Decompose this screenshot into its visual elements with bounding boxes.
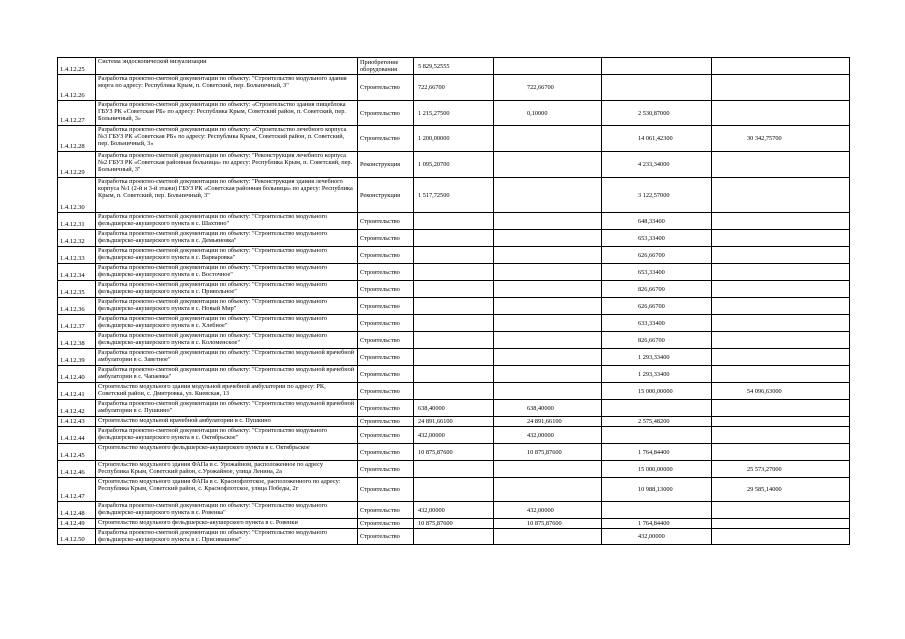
row-value-1 [414, 213, 494, 230]
row-value-3: 15 000,00000 [602, 383, 712, 400]
row-value-1 [414, 247, 494, 264]
row-description: Разработка проектно-сметной документации по объекту: "Реконструкция лечебного корпуса №2 ГБУЗ РК «Советская районная больница» по адресу: Республика Крым, п. Советский, пер. Больничный, 3" [96, 152, 358, 178]
row-description: Разработка проектно-сметной документации по объекту: "Строительство модульного фельдшерско-акушерского пункта в с. Демьяновка" [96, 230, 358, 247]
row-value-4 [712, 58, 850, 75]
row-value-4: 30 342,75700 [712, 126, 850, 152]
row-description: Система эндоскопической визуализации [96, 58, 358, 75]
row-value-3: 826,66700 [602, 281, 712, 298]
row-value-1 [414, 349, 494, 366]
row-value-1: 1 095,20700 [414, 152, 494, 178]
row-work-type: Строительство [358, 101, 414, 126]
table-row [58, 247, 850, 264]
row-description: Разработка проектно-сметной документации по объекту: «Строительство лечебного корпуса №3 ГБУЗ РК «Советская РБ» по адресу: Республика Крым, Советский район, п. Советский, пер. Больничный, 3» [96, 126, 358, 152]
row-value-1: 10 875,87600 [414, 519, 494, 529]
row-value-3 [602, 75, 712, 101]
row-value-4: 29 585,14000 [712, 478, 850, 502]
row-value-4: 54 096,63000 [712, 383, 850, 400]
row-number: 1.4.12.30 [58, 178, 96, 213]
row-value-4 [712, 400, 850, 417]
table-row [58, 519, 850, 529]
row-value-3: 2 530,87000 [602, 101, 712, 126]
row-value-2 [494, 349, 602, 366]
row-value-2 [494, 332, 602, 349]
table-row [58, 417, 850, 427]
row-value-3: 1 764,84400 [602, 444, 712, 461]
row-value-2 [494, 461, 602, 478]
row-number: 1.4.12.38 [58, 332, 96, 349]
row-value-4 [712, 349, 850, 366]
row-value-1 [414, 478, 494, 502]
table-row [58, 298, 850, 315]
row-value-2: 722,66700 [494, 75, 602, 101]
row-value-2 [494, 152, 602, 178]
row-value-1 [414, 332, 494, 349]
row-value-4 [712, 332, 850, 349]
row-value-3: 653,33400 [602, 264, 712, 281]
row-value-4 [712, 417, 850, 427]
row-value-3: 1 293,33400 [602, 349, 712, 366]
row-value-3: 2 575,48200 [602, 417, 712, 427]
row-description: Строительство модульного здания модульной врачебной амбулатории по адресу: РК, Советский район, с. Дмитровка, ул. Киевская, 13 [96, 383, 358, 400]
row-value-4 [712, 247, 850, 264]
row-value-3: 10 988,13000 [602, 478, 712, 502]
table-row [58, 152, 850, 178]
row-value-3: 626,66700 [602, 298, 712, 315]
row-value-1: 432,00000 [414, 502, 494, 519]
row-value-4 [712, 152, 850, 178]
row-value-3: 15 000,00000 [602, 461, 712, 478]
row-value-4 [712, 281, 850, 298]
row-value-1: 24 891,66100 [414, 417, 494, 427]
row-value-1 [414, 461, 494, 478]
row-value-3: 3 122,57000 [602, 178, 712, 213]
row-description: Разработка проектно-сметной документации по объекту: "Строительство модульного фельдшерско-акушерского пункта в с. Шахтино" [96, 213, 358, 230]
row-value-2: 638,40000 [494, 400, 602, 417]
row-value-3: 14 061,42300 [602, 126, 712, 152]
row-value-4 [712, 213, 850, 230]
table-row [58, 366, 850, 383]
row-description: Разработка проектно-сметной документации по объекту: "Строительство модульного фельдшерско-акушерского пункта в с. Кoлoмeнскoe" [96, 332, 358, 349]
row-value-4 [712, 75, 850, 101]
table-row [58, 315, 850, 332]
row-work-type: Строительство [358, 478, 414, 502]
row-value-2 [494, 281, 602, 298]
table-row [58, 383, 850, 400]
row-work-type: Строительство [358, 519, 414, 529]
row-work-type: Строительство [358, 400, 414, 417]
row-value-4 [712, 444, 850, 461]
row-value-3: 1 293,33400 [602, 366, 712, 383]
row-work-type: Строительство [358, 349, 414, 366]
row-value-1 [414, 281, 494, 298]
row-work-type: Строительство [358, 332, 414, 349]
row-description: Разработка проектно-сметной документации по объекту: "Строительство модульного фельдшерско-акушерского пункта в с. Новый Мир" [96, 298, 358, 315]
row-value-4 [712, 315, 850, 332]
table-row [58, 75, 850, 101]
row-work-type: Строительство [358, 529, 414, 545]
row-value-1 [414, 315, 494, 332]
row-value-1: 1 517,72500 [414, 178, 494, 213]
row-number: 1.4.12.25 [58, 58, 96, 75]
row-description: Строительство модульного здания ФАПа в с. Краснофлотское, расположенного по адресу: Республика Крым, Советский район, с. Краснофлотское, улица Победы, 2г [96, 478, 358, 502]
row-value-3: 4 233,34000 [602, 152, 712, 178]
row-number: 1.4.12.32 [58, 230, 96, 247]
row-value-2 [494, 213, 602, 230]
row-work-type: Приобретение оборудования [358, 58, 414, 75]
row-value-4 [712, 529, 850, 545]
row-value-1: 10 875,87600 [414, 444, 494, 461]
data-table [57, 57, 850, 545]
row-value-3: 432,00000 [602, 529, 712, 545]
row-description: Разработка проектно-сметной документации по объекту: "Строительство модульного фельдшерско-акушерского пункта в с. Варваровка" [96, 247, 358, 264]
row-description: Разработка проектно-сметной документации по объекту: "Строительство модульного фельдшерско-акушерского пункта в с. Присивашное" [96, 529, 358, 545]
row-value-2: 432,00000 [494, 427, 602, 444]
row-description: Строительство модульного фельдшерско-акушерского пункта в с. Октябрьское [96, 444, 358, 461]
row-description: Разработка проектно-сметной документации по объекту: "Строительство модульной врачебной амбулатории в с. Чапаевка" [96, 366, 358, 383]
row-work-type: Строительство [358, 502, 414, 519]
row-value-3: 626,66700 [602, 247, 712, 264]
row-description: Разработка проектно-сметной документации по объекту: "Строительство модульного фельдшерско-акушерского пункта в с. Октябрьское" [96, 427, 358, 444]
row-number: 1.4.12.43 [58, 417, 96, 427]
row-number: 1.4.12.49 [58, 519, 96, 529]
row-work-type: Строительство [358, 444, 414, 461]
row-value-3: 826,66700 [602, 332, 712, 349]
row-number: 1.4.12.31 [58, 213, 96, 230]
row-value-4 [712, 178, 850, 213]
row-value-2: 432,00000 [494, 502, 602, 519]
row-description: Разработка проектно-сметной документации по объекту: "Строительство модульной врачебной амбулатории в с. Заветное" [96, 349, 358, 366]
row-value-1 [414, 264, 494, 281]
row-number: 1.4.12.27 [58, 101, 96, 126]
row-value-1 [414, 366, 494, 383]
table-row [58, 126, 850, 152]
row-number: 1.4.12.44 [58, 427, 96, 444]
row-value-2 [494, 529, 602, 545]
row-description: Строительство модульного здания ФАПа в с. Урожайном, расположенное по адресу Республика Крым, Советский район, с.Урожайное, улица Ленина, 2а [96, 461, 358, 478]
row-number: 1.4.12.42 [58, 400, 96, 417]
row-value-4: 25 573,27000 [712, 461, 850, 478]
row-value-1: 432,00000 [414, 427, 494, 444]
row-value-3: 633,33400 [602, 315, 712, 332]
row-value-1: 5 829,52555 [414, 58, 494, 75]
row-number: 1.4.12.48 [58, 502, 96, 519]
row-work-type: Строительство [358, 230, 414, 247]
row-number: 1.4.12.28 [58, 126, 96, 152]
row-work-type: Строительство [358, 281, 414, 298]
table-row [58, 529, 850, 545]
table-body [58, 58, 850, 545]
row-value-3: 653,33400 [602, 230, 712, 247]
row-value-2 [494, 230, 602, 247]
row-value-4 [712, 230, 850, 247]
row-work-type: Строительство [358, 383, 414, 400]
row-value-4 [712, 427, 850, 444]
row-value-1: 1 215,27500 [414, 101, 494, 126]
row-description: Строительство модульной врачебной амбулатории в с. Пушкино [96, 417, 358, 427]
row-value-2 [494, 383, 602, 400]
row-value-4 [712, 264, 850, 281]
row-value-3: 648,33400 [602, 213, 712, 230]
row-work-type: Реконструкция [358, 178, 414, 213]
table-row [58, 58, 850, 75]
row-value-2 [494, 126, 602, 152]
table-row [58, 281, 850, 298]
row-value-4 [712, 366, 850, 383]
row-number: 1.4.12.26 [58, 75, 96, 101]
row-value-1: 1 200,00000 [414, 126, 494, 152]
row-value-3 [602, 58, 712, 75]
table-row [58, 461, 850, 478]
row-number: 1.4.12.41 [58, 383, 96, 400]
row-value-3: 1 764,84400 [602, 519, 712, 529]
table-row [58, 444, 850, 461]
row-number: 1.4.12.35 [58, 281, 96, 298]
row-work-type: Строительство [358, 417, 414, 427]
row-description: Разработка проектно-сметной документации по объекту: "Строительство модульной врачебной амбулатории в с. Пушкино" [96, 400, 358, 417]
row-description: Строительство модульного фельдшерско-акушерского пункта в с. Ровенки [96, 519, 358, 529]
row-value-4 [712, 298, 850, 315]
row-work-type: Реконструкция [358, 152, 414, 178]
row-work-type: Строительство [358, 461, 414, 478]
row-description: Разработка проектно-сметной документации по объекту: «Строительство здания пищеблока ГБУЗ РК «Советская РБ» по адресу: Республика Крым, Советский район, п. Советский, пер. Больничный, 3» [96, 101, 358, 126]
row-value-2 [494, 264, 602, 281]
row-number: 1.4.12.37 [58, 315, 96, 332]
row-value-2 [494, 58, 602, 75]
row-number: 1.4.12.40 [58, 366, 96, 383]
row-value-2 [494, 298, 602, 315]
row-work-type: Строительство [358, 75, 414, 101]
row-value-2 [494, 366, 602, 383]
table-row [58, 478, 850, 502]
row-work-type: Строительство [358, 126, 414, 152]
row-value-4 [712, 519, 850, 529]
row-value-3 [602, 427, 712, 444]
row-work-type: Строительство [358, 315, 414, 332]
row-value-1: 722,66700 [414, 75, 494, 101]
table-row [58, 332, 850, 349]
row-value-2 [494, 478, 602, 502]
row-work-type: Строительство [358, 366, 414, 383]
row-description: Разработка проектно-сметной документации по объекту: "Строительство модульного фельдшерско-акушерского пункта в с. Привольное" [96, 281, 358, 298]
row-value-3 [602, 502, 712, 519]
row-value-3 [602, 400, 712, 417]
table-row [58, 400, 850, 417]
row-value-2: 24 891,66100 [494, 417, 602, 427]
row-value-2 [494, 247, 602, 264]
row-value-2 [494, 315, 602, 332]
row-value-2: 10 875,87600 [494, 444, 602, 461]
row-description: Разработка проектно-сметной документации по объекту: "Строительство модульного фельдшерско-акушерского пункта в с. Хлебное" [96, 315, 358, 332]
row-number: 1.4.12.47 [58, 478, 96, 502]
row-description: Разработка проектно-сметной документации по объекту: "Строительство модульного фельдшерско-акушерского пункта в с. Ровенка" [96, 502, 358, 519]
row-value-4 [712, 101, 850, 126]
row-work-type: Строительство [358, 213, 414, 230]
row-value-2: 0,10000 [494, 101, 602, 126]
row-value-1 [414, 298, 494, 315]
row-work-type: Строительство [358, 298, 414, 315]
row-value-1 [414, 230, 494, 247]
row-description: Разработка проектно-сметной документации по объекту: "Реконструкция здания лечебного корпуса №1 (2-й и 3-й этажи) ГБУЗ РК «Советская районная больница» по адресу: Республика Крым, п. Советский, пер. Больничный, 3" [96, 178, 358, 213]
row-value-4 [712, 502, 850, 519]
row-number: 1.4.12.29 [58, 152, 96, 178]
row-value-1: 638,40000 [414, 400, 494, 417]
row-value-2: 10 875,87600 [494, 519, 602, 529]
row-value-2 [494, 178, 602, 213]
table-row [58, 101, 850, 126]
row-work-type: Строительство [358, 427, 414, 444]
row-number: 1.4.12.46 [58, 461, 96, 478]
row-number: 1.4.12.36 [58, 298, 96, 315]
table-row [58, 264, 850, 281]
row-number: 1.4.12.39 [58, 349, 96, 366]
row-value-1 [414, 529, 494, 545]
table-row [58, 427, 850, 444]
row-number: 1.4.12.34 [58, 264, 96, 281]
row-number: 1.4.12.33 [58, 247, 96, 264]
table-row [58, 178, 850, 213]
row-value-1 [414, 383, 494, 400]
row-number: 1.4.12.50 [58, 529, 96, 545]
row-work-type: Строительство [358, 264, 414, 281]
table-row [58, 502, 850, 519]
row-description: Разработка проектно-сметной документации по объекту: "Строительство модульного фельдшерско-акушерского пункта в с. Восточное" [96, 264, 358, 281]
table-row [58, 213, 850, 230]
row-work-type: Строительство [358, 247, 414, 264]
table-row [58, 230, 850, 247]
row-number: 1.4.12.45 [58, 444, 96, 461]
table-row [58, 349, 850, 366]
row-description: Разработка проектно-сметной документации по объекту: "Строительство модульного здания морга по адресу: Республика Крым, п. Советский, пер. Больничный, 3" [96, 75, 358, 101]
